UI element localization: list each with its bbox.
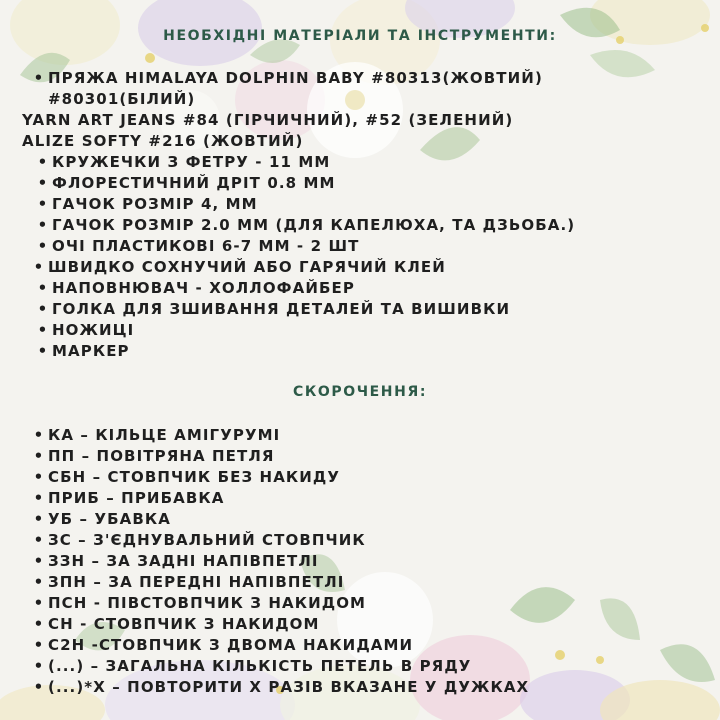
abbreviations-heading: СКОРОЧЕННЯ: — [292, 384, 428, 400]
list-item: • ЗЗН – ЗА ЗАДНІ НАПІВПЕТЛІ — [33, 552, 319, 570]
bullet-icon: • — [33, 594, 45, 612]
list-item: • ПСН - ПІВСТОВПЧИК З НАКИДОМ — [33, 594, 367, 612]
list-item: • НОЖИЦІ — [37, 321, 135, 339]
list-item: • ПРИБ – ПРИБАВКА — [33, 489, 225, 507]
list-item: • ГАЧОК РОЗМІР 4, ММ — [37, 195, 258, 213]
bullet-icon: • — [33, 447, 45, 465]
yarn-line: ALIZE SOFTY #216 (ЖОВТИЙ) — [22, 132, 304, 150]
list-item: • ЗПН – ЗА ПЕРЕДНІ НАПІВПЕТЛІ — [33, 573, 345, 591]
list-item: • ЗС – З'ЄДНУВАЛЬНИЙ СТОВПЧИК — [33, 531, 366, 549]
bullet-icon: • — [33, 678, 45, 696]
bullet-icon: • — [33, 636, 45, 654]
bullet-icon: • — [37, 153, 49, 171]
yarn-line: YARN ART JEANS #84 (ГІРЧИЧНИЙ), #52 (ЗЕЛЕНИЙ) — [22, 111, 514, 129]
list-item: • ГОЛКА ДЛЯ ЗШИВАННЯ ДЕТАЛЕЙ ТА ВИШИВКИ — [37, 300, 511, 318]
list-item: • ПП – ПОВІТРЯНА ПЕТЛЯ — [33, 447, 275, 465]
materials-heading: НЕОБХІДНІ МАТЕРІАЛИ ТА ІНСТРУМЕНТИ: — [163, 28, 557, 44]
bullet-icon: • — [33, 489, 45, 507]
list-item: • МАРКЕР — [37, 342, 130, 360]
bullet-icon: • — [37, 237, 49, 255]
list-item: • ОЧІ ПЛАСТИКОВІ 6-7 ММ - 2 ШТ — [37, 237, 360, 255]
bullet-icon: • — [37, 300, 49, 318]
list-item: • КРУЖЕЧКИ З ФЕТРУ - 11 ММ — [37, 153, 331, 171]
bullet-icon: • — [33, 468, 45, 486]
list-item: • СН - СТОВПЧИК З НАКИДОМ — [33, 615, 320, 633]
list-item: • СБН – СТОВПЧИК БЕЗ НАКИДУ — [33, 468, 341, 486]
bullet-icon: • — [33, 510, 45, 528]
bullet-icon: • — [33, 69, 45, 87]
bullet-icon: • — [37, 279, 49, 297]
list-item: • ШВИДКО СОХНУЧИЙ АБО ГАРЯЧИЙ КЛЕЙ — [33, 258, 446, 276]
bullet-icon: • — [33, 426, 45, 444]
bullet-icon: • — [33, 258, 45, 276]
bullet-icon: • — [33, 615, 45, 633]
bullet-icon: • — [33, 657, 45, 675]
list-item: • ФЛОРЕСТИЧНИЙ ДРІТ 0.8 ММ — [37, 174, 336, 192]
bullet-icon: • — [33, 552, 45, 570]
list-item: • (...) – ЗАГАЛЬНА КІЛЬКІСТЬ ПЕТЕЛЬ В РЯДУ — [33, 657, 472, 675]
list-item: • (...)*Х – ПОВТОРИТИ Х РАЗІВ ВКАЗАНЕ У ДУЖКАХ — [33, 678, 530, 696]
list-item: • НАПОВНЮВАЧ - ХОЛЛОФАЙБЕР — [37, 279, 355, 297]
yarn-line: • ПРЯЖА HIMALAYA DOLPHIN BABY #80313(ЖОВТИЙ) — [33, 69, 543, 87]
list-item: • ГАЧОК РОЗМІР 2.0 ММ (ДЛЯ КАПЕЛЮХА, ТА ДЗЬОБА.) — [37, 216, 576, 234]
bullet-icon: • — [37, 174, 49, 192]
bullet-icon: • — [33, 573, 45, 591]
bullet-icon: • — [37, 195, 49, 213]
bullet-icon: • — [37, 321, 49, 339]
yarn-line: #80301(БІЛИЙ) — [48, 90, 196, 108]
list-item: • УБ – УБАВКА — [33, 510, 171, 528]
bullet-icon: • — [37, 216, 49, 234]
list-item: • КА – КІЛЬЦЕ АМІГУРУМІ — [33, 426, 281, 444]
list-item: • С2Н -СТОВПЧИК З ДВОМА НАКИДАМИ — [33, 636, 414, 654]
bullet-icon: • — [33, 531, 45, 549]
bullet-icon: • — [37, 342, 49, 360]
